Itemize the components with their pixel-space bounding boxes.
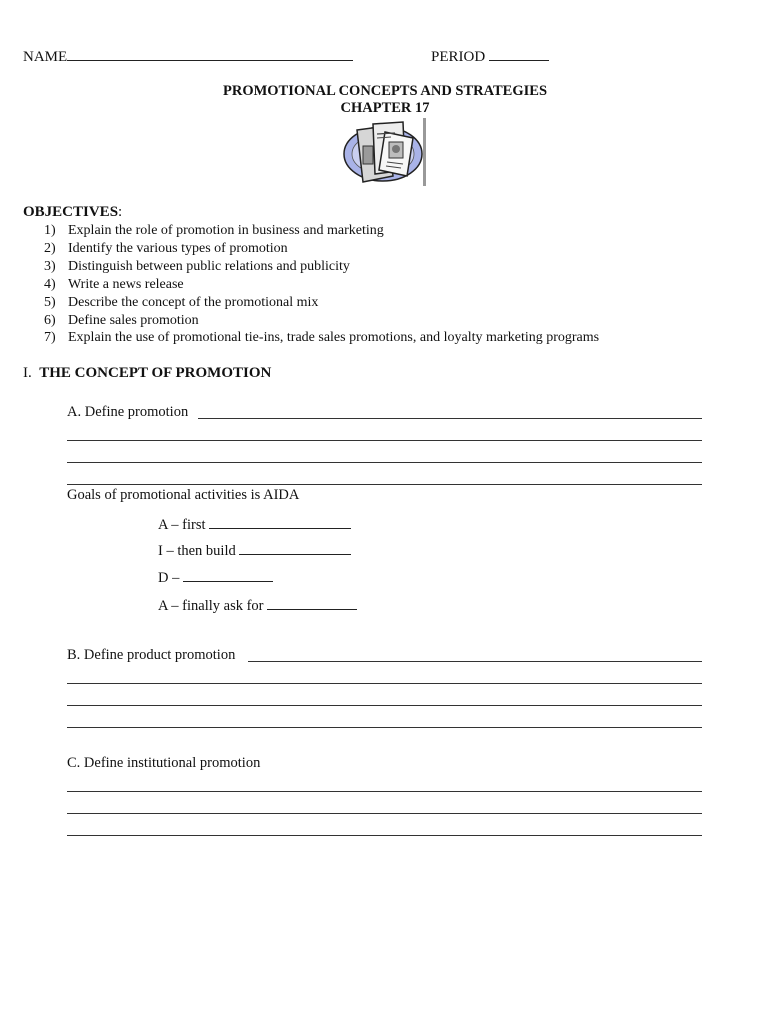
aida-desire: D – (158, 567, 273, 587)
answer-line-b[interactable] (248, 661, 702, 662)
answer-line-a[interactable] (67, 484, 702, 485)
name-label: NAME (23, 49, 68, 65)
objective-item: 7) Explain the use of promotional tie-ins, trade sales promotions, and loyalty marketing programs (44, 330, 600, 346)
answer-line-c[interactable] (67, 791, 702, 792)
answer-line-b[interactable] (67, 727, 702, 728)
title-line-2: CHAPTER 17 (340, 100, 430, 116)
objective-item: 5) Describe the concept of the promotional mix (44, 294, 319, 310)
answer-line-a[interactable] (67, 440, 702, 441)
section-heading: I. THE CONCEPT OF PROMOTION (23, 365, 272, 381)
objective-item: 2) Identify the various types of promotion (44, 240, 288, 256)
aida-desire-blank[interactable] (183, 567, 273, 582)
period-blank[interactable] (489, 46, 549, 61)
aida-interest-blank[interactable] (239, 540, 351, 555)
question-a-label: A. Define promotion (67, 404, 189, 420)
answer-line-c[interactable] (67, 813, 702, 814)
name-blank[interactable] (67, 46, 353, 61)
aida-intro: Goals of promotional activities is AIDA (67, 487, 300, 503)
aida-action-blank[interactable] (267, 595, 357, 610)
answer-line-c[interactable] (67, 835, 702, 836)
objective-item: 6) Define sales promotion (44, 312, 199, 328)
page-title (0, 83, 770, 117)
title-line-1: PROMOTIONAL CONCEPTS AND STRATEGIES (222, 83, 548, 99)
period-field[interactable] (431, 46, 549, 66)
aida-interest: I – then build (158, 540, 351, 560)
answer-line-a[interactable] (198, 418, 702, 419)
question-c-label: C. Define institutional promotion (67, 755, 261, 771)
objective-item: 3) Distinguish between public relations and publicity (44, 258, 350, 274)
objective-item: 1) Explain the role of promotion in business and marketing (44, 223, 384, 238)
aida-action: A – finally ask for (158, 595, 357, 615)
answer-line-b[interactable] (67, 683, 702, 684)
objectives-heading: OBJECTIVES: (23, 204, 123, 220)
aida-attention-blank[interactable] (209, 514, 351, 529)
aida-attention: A – first (158, 514, 351, 534)
objective-item: 4) Write a news release (44, 276, 184, 292)
promotional-flyers-icon (343, 118, 429, 188)
objectives-list (44, 222, 599, 347)
question-b-label: B. Define product promotion (67, 647, 236, 663)
answer-line-b[interactable] (67, 705, 702, 706)
answer-line-a[interactable] (67, 462, 702, 463)
name-field[interactable] (23, 46, 353, 66)
period-label: PERIOD (431, 49, 486, 65)
